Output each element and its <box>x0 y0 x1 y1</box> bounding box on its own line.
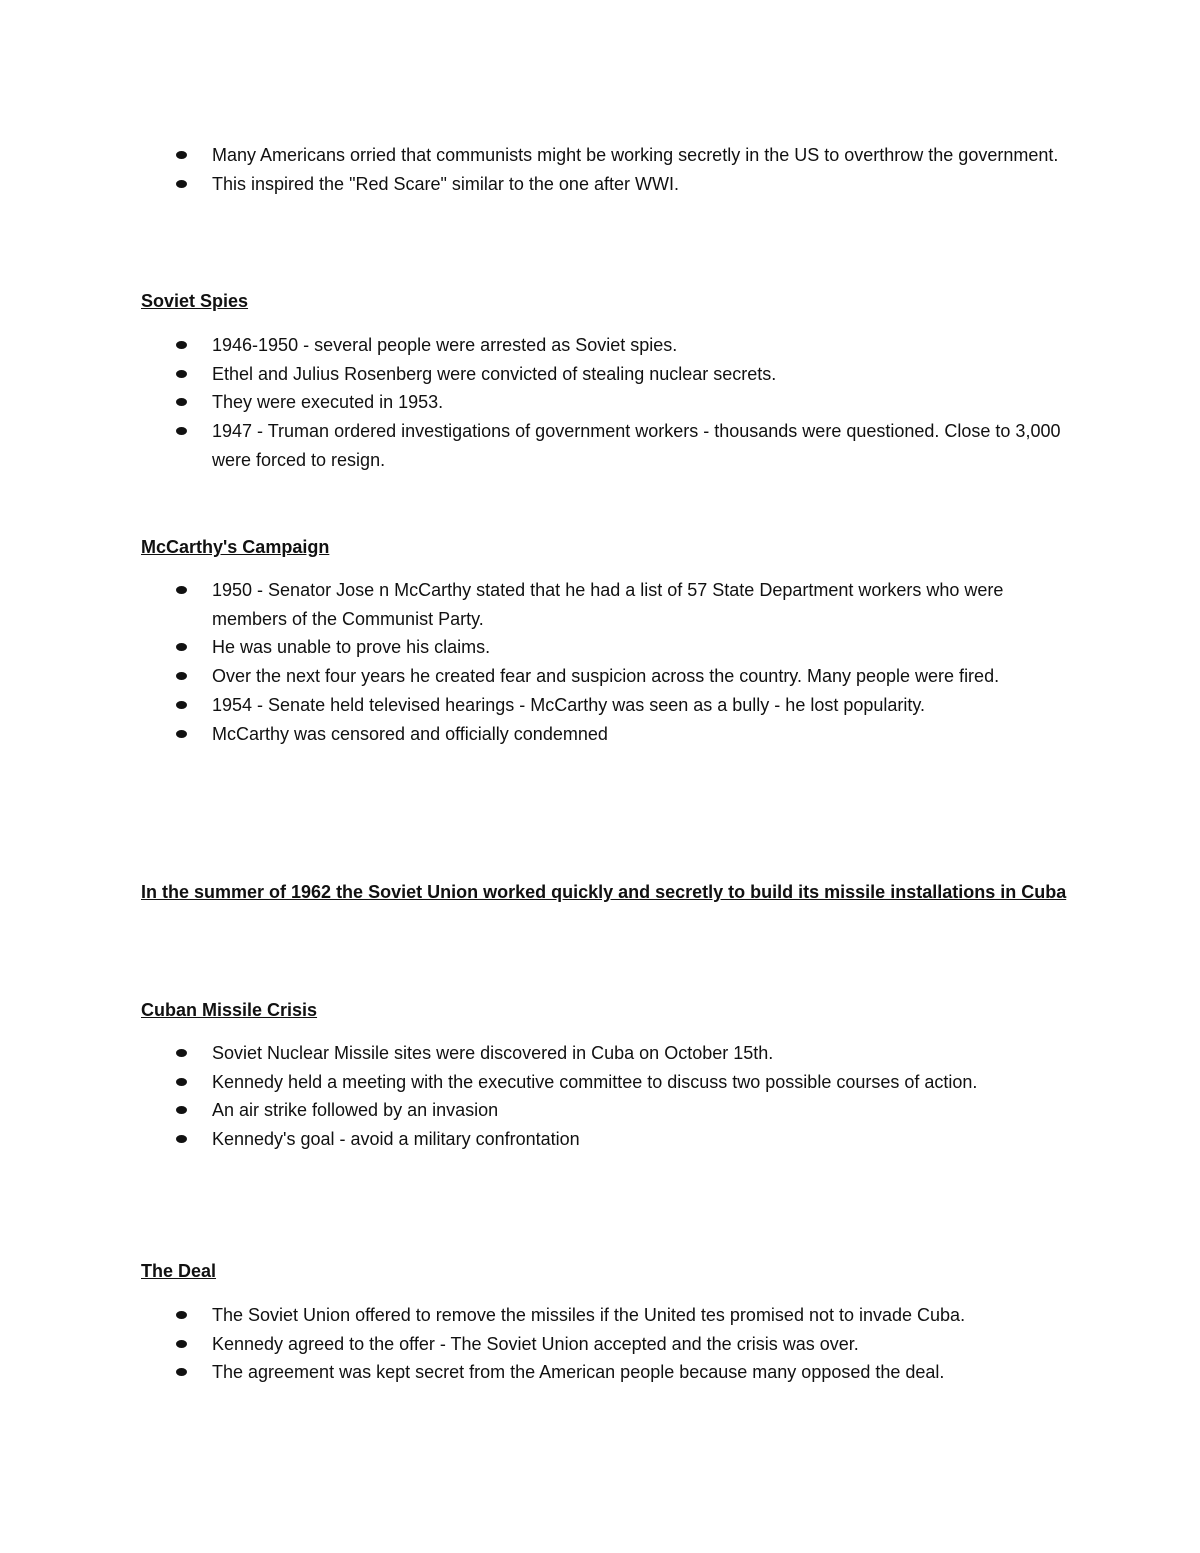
section-heading-cuban-missile-crisis: Cuban Missile Crisis <box>141 1000 318 1020</box>
bullet-icon <box>176 1340 187 1348</box>
bullet-icon <box>176 730 187 738</box>
cuban-crisis-section <box>141 1039 1071 1154</box>
list-item: 1950 - Senator Jose n McCarthy stated that he had a list of 57 State Department workers who were members of the Communist Party. <box>0 576 1071 633</box>
intro-section <box>141 141 1071 198</box>
list-item: The Soviet Union offered to remove the missiles if the United tes promised not to invade Cuba. <box>0 1301 1071 1330</box>
bullet-icon <box>176 1106 187 1114</box>
bullet-icon <box>176 1311 187 1319</box>
mccarthy-list <box>141 576 1071 748</box>
list-item: 1947 - Truman ordered investigations of government workers - thousands were questioned. Close to 3,000 were forced to resign. <box>0 417 1071 474</box>
list-item: Kennedy agreed to the offer - The Soviet Union accepted and the crisis was over. <box>0 1330 1071 1359</box>
list-item: Kennedy held a meeting with the executive committee to discuss two possible courses of action. <box>0 1068 1071 1097</box>
list-item: Many Americans orried that communists might be working secretly in the US to overthrow the government. <box>0 141 1071 170</box>
list-item: An air strike followed by an invasion <box>0 1096 1071 1125</box>
bullet-icon <box>176 398 187 406</box>
bullet-icon <box>176 1049 187 1057</box>
cuban-crisis-list <box>141 1039 1071 1154</box>
soviet-spies-section <box>141 331 1071 475</box>
list-item: Soviet Nuclear Missile sites were discovered in Cuba on October 15th. <box>0 1039 1071 1068</box>
list-item: He was unable to prove his claims. <box>0 633 1071 662</box>
bullet-icon <box>176 643 187 651</box>
list-item: Kennedy's goal - avoid a military confrontation <box>0 1125 1071 1154</box>
bullet-icon <box>176 1368 187 1376</box>
bullet-icon <box>176 586 187 594</box>
bullet-icon <box>176 151 187 159</box>
list-item: 1946-1950 - several people were arrested as Soviet spies. <box>0 331 1071 360</box>
list-item: This inspired the "Red Scare" similar to the one after WWI. <box>0 170 1071 199</box>
list-item: 1954 - Senate held televised hearings - McCarthy was seen as a bully - he lost popularity. <box>0 691 1071 720</box>
the-deal-section <box>141 1301 1071 1387</box>
section-heading-soviet-spies: Soviet Spies <box>141 291 249 311</box>
section-heading-mccarthy: McCarthy's Campaign <box>141 537 330 557</box>
list-item: Ethel and Julius Rosenberg were convicted of stealing nuclear secrets. <box>0 360 1071 389</box>
intro-list <box>141 141 1071 198</box>
list-item: Over the next four years he created fear and suspicion across the country. Many people were fired. <box>0 662 1071 691</box>
bullet-icon <box>176 1078 187 1086</box>
section-heading-summer-1962: In the summer of 1962 the Soviet Union worked quickly and secretly to build its missile installations in Cuba <box>141 882 1067 902</box>
bullet-icon <box>176 701 187 709</box>
list-item: The agreement was kept secret from the American people because many opposed the deal. <box>0 1358 1071 1387</box>
bullet-icon <box>176 427 187 435</box>
bullet-icon <box>176 180 187 188</box>
soviet-spies-list <box>141 331 1071 475</box>
list-item: They were executed in 1953. <box>0 388 1071 417</box>
bullet-icon <box>176 370 187 378</box>
the-deal-list <box>141 1301 1071 1387</box>
section-heading-the-deal: The Deal <box>141 1261 217 1281</box>
mccarthy-section <box>141 576 1071 748</box>
bullet-icon <box>176 1135 187 1143</box>
bullet-icon <box>176 672 187 680</box>
list-item: McCarthy was censored and officially condemned <box>0 720 1071 749</box>
bullet-icon <box>176 341 187 349</box>
